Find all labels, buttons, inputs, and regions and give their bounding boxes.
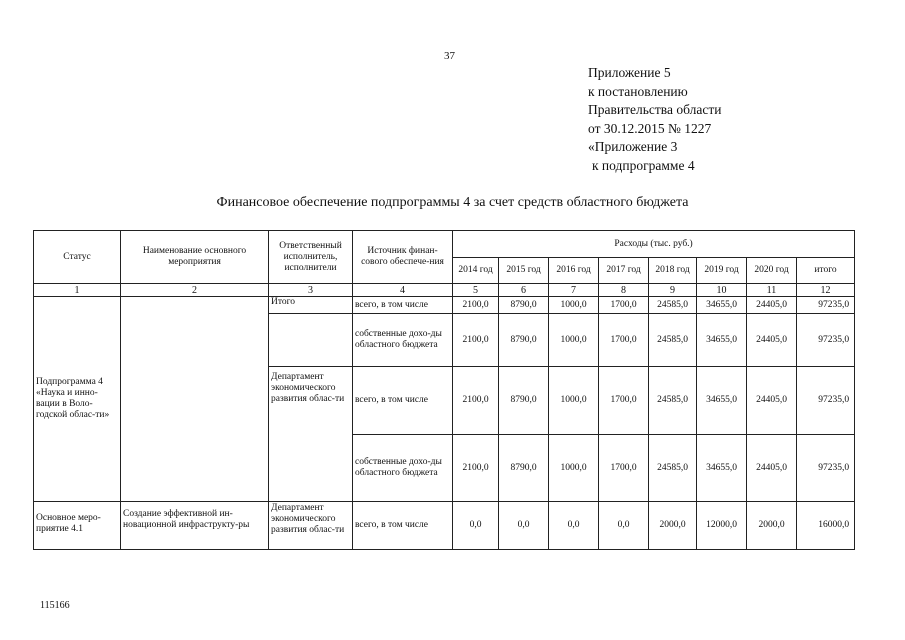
value-cell: 8790,0 — [499, 435, 549, 502]
measure-name: Создание эффективной ин-новационной инфраструкту-ры — [121, 502, 269, 550]
value-cell: 2100,0 — [453, 367, 499, 435]
value-cell: 2100,0 — [453, 435, 499, 502]
col-number: 5 — [453, 284, 499, 297]
header-year: 2014 год — [453, 258, 499, 284]
appendix-line: Приложение 5 — [588, 65, 671, 80]
appendix-line: к постановлению — [588, 83, 688, 99]
col-number: 4 — [353, 284, 453, 297]
col-number: 1 — [34, 284, 121, 297]
header-status: Статус — [34, 231, 121, 284]
value-cell: 1000,0 — [549, 367, 599, 435]
responsible-department: Департамент экономического развития облас-ти — [269, 367, 353, 502]
value-cell: 1700,0 — [599, 297, 649, 314]
value-cell: 0,0 — [499, 502, 549, 550]
value-cell: 24405,0 — [747, 297, 797, 314]
subprogram-status: Подпрограмма 4 «Наука и инно-вации в Воло-годской облас-ти» — [34, 297, 121, 502]
value-cell: 24585,0 — [649, 367, 697, 435]
col-number: 3 — [269, 284, 353, 297]
document-title: Финансовое обеспечение подпрограммы 4 за счет средств областного бюджета — [216, 195, 689, 210]
header-year: 2017 год — [599, 258, 649, 284]
col-number: 8 — [599, 284, 649, 297]
appendix-line: к подпрограмме 4 — [592, 157, 695, 173]
col-number: 9 — [649, 284, 697, 297]
measure-status: Основное меро-приятие 4.1 — [34, 502, 121, 550]
value-cell: 97235,0 — [797, 314, 855, 367]
header-measure: Наименование основного мероприятия — [121, 231, 269, 284]
value-cell: 34655,0 — [697, 297, 747, 314]
value-cell: 1700,0 — [599, 367, 649, 435]
col-number: 2 — [121, 284, 269, 297]
value-cell: 97235,0 — [797, 367, 855, 435]
value-cell: 97235,0 — [797, 297, 855, 314]
header-year: 2020 год — [747, 258, 797, 284]
source-cell: всего, в том числе — [353, 297, 453, 314]
value-cell: 2100,0 — [453, 314, 499, 367]
value-cell: 8790,0 — [499, 314, 549, 367]
source-cell: собственные дохо-ды областного бюджета — [353, 435, 453, 502]
header-total: итого — [797, 258, 855, 284]
value-cell: 0,0 — [453, 502, 499, 550]
value-cell: 24405,0 — [747, 367, 797, 435]
value-cell: 1000,0 — [549, 435, 599, 502]
col-number: 7 — [549, 284, 599, 297]
value-cell: 0,0 — [549, 502, 599, 550]
responsible-empty — [269, 314, 353, 367]
footer-code: 115166 — [40, 600, 70, 611]
source-cell: всего, в том числе — [353, 502, 453, 550]
value-cell: 8790,0 — [499, 367, 549, 435]
value-cell: 34655,0 — [697, 367, 747, 435]
measure-responsible: Департамент экономического развития облас-ти — [269, 502, 353, 550]
value-cell: 34655,0 — [697, 314, 747, 367]
value-cell: 16000,0 — [797, 502, 855, 550]
value-cell: 24405,0 — [747, 314, 797, 367]
subprogram-measure-empty — [121, 297, 269, 502]
header-year: 2015 год — [499, 258, 549, 284]
value-cell: 2100,0 — [453, 297, 499, 314]
finance-table — [33, 230, 855, 550]
value-cell: 1000,0 — [549, 297, 599, 314]
value-cell: 34655,0 — [697, 435, 747, 502]
value-cell: 1700,0 — [599, 314, 649, 367]
value-cell: 8790,0 — [499, 297, 549, 314]
appendix-line: от 30.12.2015 № 1227 — [588, 120, 712, 136]
value-cell: 1700,0 — [599, 435, 649, 502]
header-year: 2016 год — [549, 258, 599, 284]
col-number: 12 — [797, 284, 855, 297]
responsible-total: Итого — [269, 297, 353, 314]
col-number: 6 — [499, 284, 549, 297]
value-cell: 97235,0 — [797, 435, 855, 502]
col-number: 11 — [747, 284, 797, 297]
value-cell: 2000,0 — [649, 502, 697, 550]
value-cell: 1000,0 — [549, 314, 599, 367]
header-expenses: Расходы (тыс. руб.) — [453, 231, 855, 258]
page-number: 37 — [444, 50, 455, 62]
source-cell: собственные дохо-ды областного бюджета — [353, 314, 453, 367]
col-number: 10 — [697, 284, 747, 297]
value-cell: 24585,0 — [649, 314, 697, 367]
appendix-line: Правительства области — [588, 102, 722, 117]
value-cell: 24585,0 — [649, 297, 697, 314]
value-cell: 24405,0 — [747, 435, 797, 502]
header-source: Источник финан-сового обеспече-ния — [353, 231, 453, 284]
value-cell: 24585,0 — [649, 435, 697, 502]
source-cell: всего, в том числе — [353, 367, 453, 435]
appendix-line: «Приложение 3 — [588, 139, 678, 154]
header-responsible: Ответственный исполнитель, исполнители — [269, 231, 353, 284]
value-cell: 0,0 — [599, 502, 649, 550]
header-year: 2018 год — [649, 258, 697, 284]
header-year: 2019 год — [697, 258, 747, 284]
appendix-header — [588, 64, 721, 175]
value-cell: 12000,0 — [697, 502, 747, 550]
value-cell: 2000,0 — [747, 502, 797, 550]
